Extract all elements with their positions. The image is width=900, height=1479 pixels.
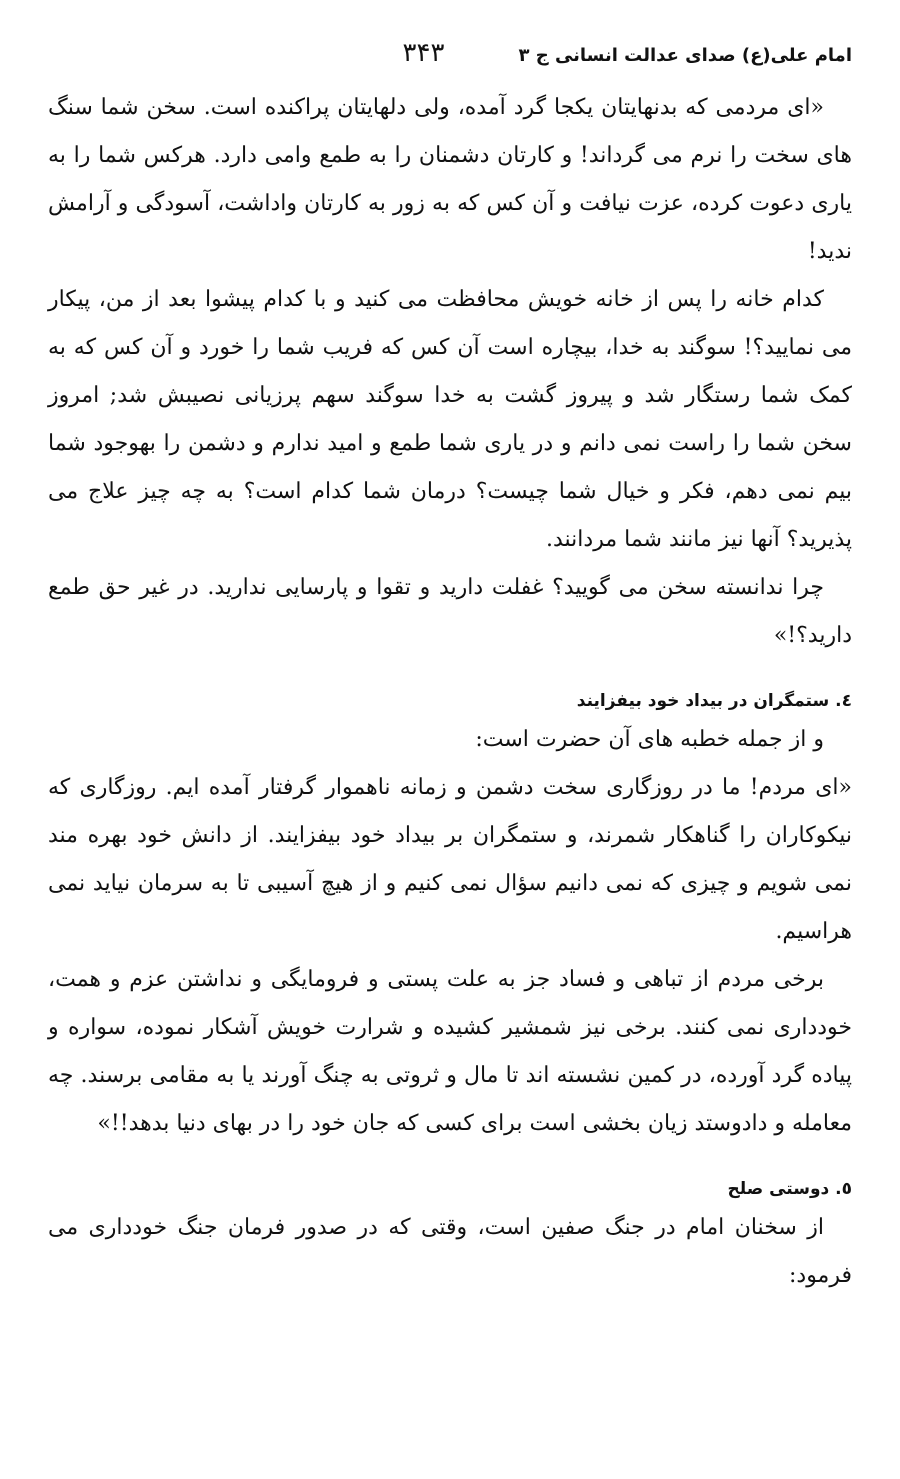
running-title: امام علی(ع) صدای عدالت انسانی ج ۳ [518,45,852,66]
paragraph-7: از سخنان امام در جنگ صفین است، وقتی که در صدور فرمان جنگ خودداری می فرمود: [48,1215,852,1288]
paragraph-5: «ای مردم! ما در روزگاری سخت دشمن و زمانه ناهموار گرفتار آمده ایم. روزگاری که نیکوکاران را گناهکار شمرند، و ستمگران بر بیداد خود بیفزایند. از دانش خود بهره مند نمی شویم و چیزی که نمی دانیم سؤال نمی کنیم و از هیچ آسیبی تا به سرمان نیاید نمی هراسیم. [48,775,852,944]
paragraph-6: برخی مردم از تباهی و فساد جز به علت پستی و فرومایگی و نداشتن عزم و همت، خودداری نمی کنند. برخی نیز شمشیر کشیده و شرارت خویش آشکار نموده، سواره و پیاده گرد آورده، در کمین نشسته اند تا مال و ثروتی به چنگ آورند یا به مقامی برسند. چه معامله و دادوستد زیان بخشی است برای کسی که جان خود را در بهای دنیا بدهد!!» [48,967,852,1136]
section-heading-4: ٤. ستمگران در بیداد خود بیفزایند [576,691,852,711]
paragraph-2: کدام خانه را پس از خانه خویش محافظت می کنید و با کدام پیشوا بعد از من، پیکار می نمایید؟! سوگند به خدا، بیچاره است آن کس که فریب شما را خورد و آن کس که به کمک شما رستگار شد و پیروز گشت به خدا سوگند سهم پرزیانی نصیبش شد; امروز سخن شما را راست نمی دانم و در یاری شما طمع و امید ندارم و دشمن را بهوجود شما بیم نمی دهم، فکر و خیال شما چیست؟ درمان شما کدام است؟ به چه چیز علاج می پذیرید؟ آنها نیز مانند شما مردانند. [48,287,852,552]
page-number: ۳۴۳ [402,38,445,68]
paragraph-4: و از جمله خطبه های آن حضرت است: [475,727,824,752]
paragraph-3: چرا ندانسته سخن می گویید؟ غفلت دارید و تقوا و پارسایی ندارید. در غیر حق طمع دارید؟!» [48,575,852,648]
running-header [48,38,852,84]
paragraph-1: «ای مردمی که بدنهایتان یکجا گرد آمده، ولی دلهایتان پراکنده است. سخن شما سنگ های سخت را نرم می گرداند! و کارتان دشمنان را به طمع وامی دارد. هرکس شما را به یاری دعوت کرده، عزت نیافت و آن کس که به زور به کارتان واداشت، آسودگی و آرامش ندید! [48,95,852,264]
section-heading-5: ٥. دوستی صلح [727,1179,852,1199]
